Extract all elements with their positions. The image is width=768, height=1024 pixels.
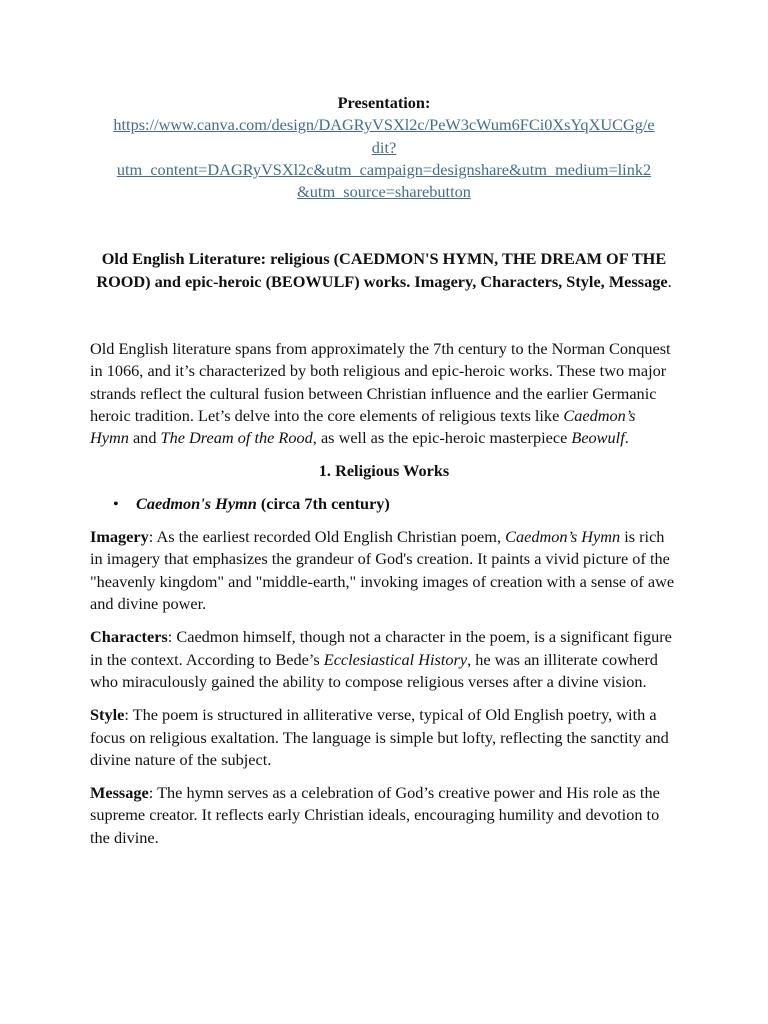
imagery-paragraph [90,526,678,615]
intro-text: . [624,428,629,448]
paragraph-text: : As the earliest recorded Old English Christian poem, [148,527,506,547]
section-heading: 1. Religious Works [318,460,450,480]
intro-paragraph [90,338,678,449]
paragraph-text: , he was an illiterate cowherd who miraculously gained the ability to compose religious verses after a divine vision. [90,649,658,691]
document-title-text: Old English Literature: religious (CAEDMON'S HYMN, THE DREAM OF THE ROOD) and epic-heroic (BEOWULF) works. Imagery, Characters, Style, Message [96,249,668,291]
style-paragraph [90,704,678,771]
presentation-block [90,92,678,203]
link-line: utm_content=DAGRyVSXl2c&utm_campaign=designshare&utm_medium=link2 [116,159,652,179]
work-title: Beowulf [571,428,625,448]
paragraph-text: : The poem is structured in alliterative verse, typical of Old English poetry, with a focus on religious exaltation. The language is simple but lofty, reflecting the sanctity and divine nature of the subject. [90,705,669,769]
characters-paragraph [90,626,678,693]
link-line: &utm_source=sharebutton [297,182,471,202]
document-title [90,248,678,293]
paragraph-text: : The hymn serves as a celebration of God’s creative power and His role as the supreme creator. It reflects early Christian ideals, encouraging humility and devotion to the divine. [90,783,660,847]
bullet-item [90,493,678,515]
paragraph-text: : Caedmon himself, though not a character in the poem, is a significant figure in the context. According to Bede’s [90,627,672,669]
style-term: Style [90,705,125,725]
work-title: Ecclesiastical History [323,649,468,669]
link-line: dit? [371,137,397,157]
document-title-period: . [667,271,672,291]
document-page [90,92,678,849]
message-term: Message [90,783,149,803]
bullet-work-title: Caedmon's Hymn [136,493,257,513]
bullet-icon: • [113,493,119,513]
work-title: Caedmon’s Hymn [90,405,636,448]
link-line: https://www.canva.com/design/DAGRyVSXl2c/PeW3cWum6FCi0XsYqXUCGg/e [113,115,655,135]
imagery-term: Imagery [90,527,149,547]
paragraph-text: is rich in imagery that emphasizes the grandeur of God's creation. It paints a vivid picture of the "heavenly kingdom" and "middle-earth," invoking images of creation with a sense of awe and divine power. [90,527,675,614]
presentation-link[interactable] [90,114,678,203]
characters-term: Characters [90,627,168,647]
intro-text: and [128,428,161,448]
presentation-label: Presentation: [337,93,431,112]
work-title: Caedmon’s Hymn [505,527,621,547]
bullet-date: (circa 7th century) [256,493,390,513]
work-title: The Dream of the Rood [160,428,313,448]
intro-text: , as well as the epic-heroic masterpiece [312,428,572,448]
intro-text: Old English literature spans from approximately the 7th century to the Norman Conquest in 1066, and it’s characterized by both religious and epic-heroic works. These two major strands reflect the cultural fusion between Christian influence and the earlier Germanic heroic tradition. Let’s delve into the core elements of religious texts like [90,339,671,425]
message-paragraph [90,782,678,849]
